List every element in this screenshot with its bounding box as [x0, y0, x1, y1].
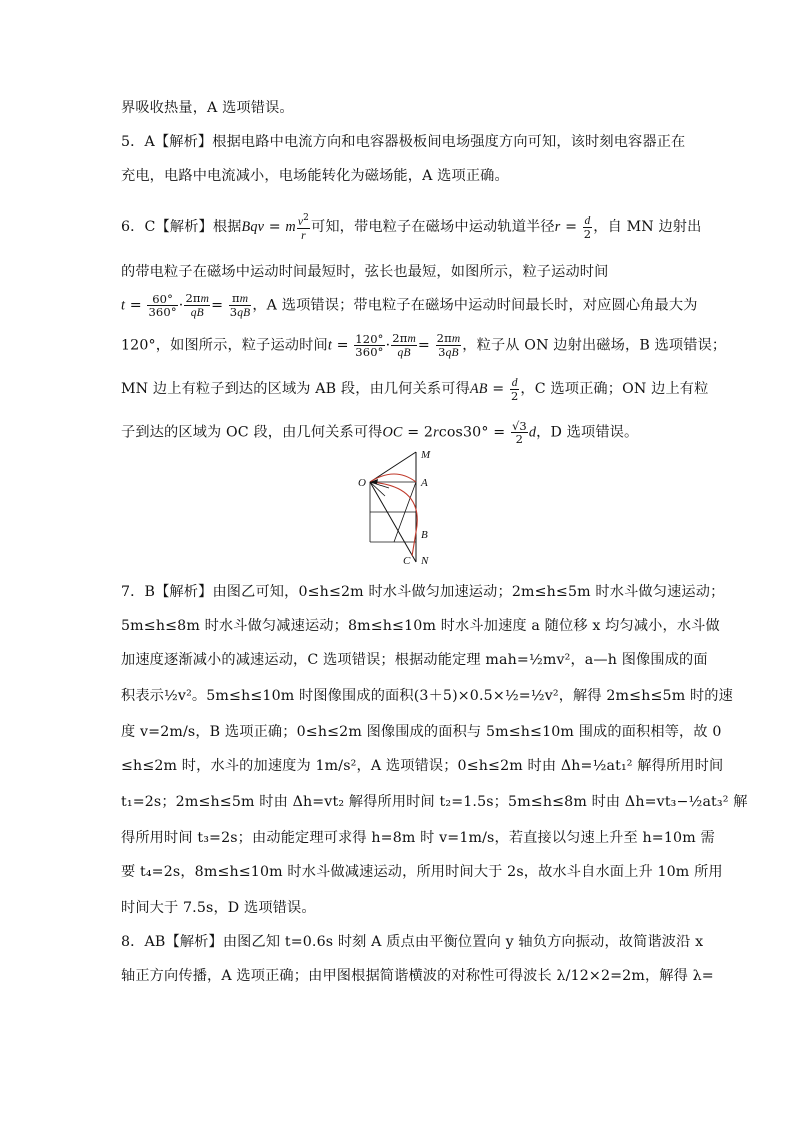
text-line: 轴正方向传播，A 选项正确；由甲图根据简谐横波的对称性可得波长 λ/12×2=2m，解得 λ= [121, 968, 714, 984]
point-n-label: N [421, 555, 429, 566]
text-line: 积表示½v²。5m≤h≤10m 时图像围成的面积(3＋5)×0.5×½=½v²，解得 2m≤h≤5m 时的速 [121, 688, 733, 704]
point-a-label: A [421, 477, 428, 489]
long-arc [370, 482, 417, 532]
text-line: 时间大于 7.5s，D 选项错误。 [121, 900, 316, 916]
text-line: ≤h≤2m 时，水斗的加速度为 1m/s²，A 选项错误；0≤h≤2m 时由 Δh=½at₁² 解得所用时间 [121, 758, 724, 774]
formula-line: 子到达的区域为 OC 段，由几何关系可得OC = 2rcos30° = $\frac{√3}{2}$ d，D 选项错误。 [121, 419, 639, 446]
point-m-label: M [421, 449, 431, 461]
text-line: 充电，电路中电流减小，电场能转化为磁场能，A 选项正确。 [121, 168, 509, 184]
text-line: 加速度逐渐减小的减速运动，C 选项错误；根据动能定理 mah=½mv²，a—h 图像围成的面 [121, 652, 708, 668]
text-line: 得所用时间 t₃=2s；由动能定理可求得 h=8m 时 v=1m/s，若直接以匀速上升至 h=10m 需 [121, 830, 715, 846]
question-6: 6．C【解析】根据Bqv = m $\frac{v^2}{r}$ 可知，带电粒子在磁场中运动轨道半径r = $\frac{d}{2}$ ，自 MN 边射出 [121, 213, 702, 242]
formula-line: t = $\frac{60^\circ}{360^\circ}$ · $\frac{2\pi m}{qB}$ = $\frac{\pi m}{3qB}$ ，A 选项错误；带电粒子在磁场中运动时间最长时，对应圆心角最大为 [121, 291, 698, 319]
text-line: 5m≤h≤8m 时水斗做匀减速运动；8m≤h≤10m 时水斗加速度 a 随位移 x 均匀减小，水斗做 [121, 618, 720, 634]
text-line: 的带电粒子在磁场中运动时间最短时，弦长也最短，如图所示，粒子运动时间 [121, 264, 609, 280]
formula-line: MN 边上有粒子到达的区域为 AB 段，由几何关系可得AB = $\frac{d}{2}$ ，C 选项正确；ON 边上有粒 [121, 377, 709, 403]
text-line: 度 v=2m/s，B 选项正确；0≤h≤2m 图像围成的面积与 5m≤h≤10m 围成的面积相等，故 0 [121, 724, 722, 740]
point-c-label: C [403, 555, 411, 566]
formula-line: 120°，如图所示，粒子运动时间t = $\frac{120^\circ}{360^\circ}$ · $\frac{2\pi m}{qB}$ = $\frac{2\pi m}{3qB}$ ，粒子从 ON 边射出磁场，B 选项错误； [121, 331, 727, 359]
text-line: t₁=2s；2m≤h≤5m 时由 Δh=vt₂ 解得所用时间 t₂=1.5s；5m≤h≤8m 时由 Δh=vt₃−½at₃² 解 [121, 794, 748, 810]
on-line [370, 482, 416, 562]
point-o-label: O [358, 477, 366, 489]
question-5: 5．A【解析】根据电路中电流方向和电容器极板间电场强度方向可知，该时刻电容器正在 [121, 134, 686, 150]
exit-arc [412, 532, 416, 556]
text-line: 界吸收热量，A 选项错误。 [121, 100, 294, 116]
question-8: 8．AB【解析】由图乙知 t=0.6s 时刻 A 质点由平衡位置向 y 轴负方向振动，故简谐波沿 x [121, 934, 704, 950]
text-line: 要 t₄=2s，8m≤h≤10m 时水斗做减速运动，所用时间大于 2s，故水斗自水面上升 10m 所用 [121, 864, 723, 880]
magnetic-field-figure [355, 446, 445, 566]
question-7: 7．B【解析】由图乙可知，0≤h≤2m 时水斗做匀加速运动；2m≤h≤5m 时水斗做匀速运动； [121, 584, 725, 600]
point-b-label: B [421, 529, 428, 541]
